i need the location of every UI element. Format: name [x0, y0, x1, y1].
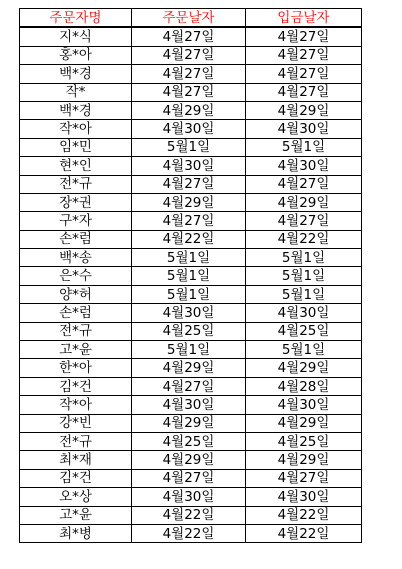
orderer-name-cell: 작*아	[20, 396, 132, 414]
table-row	[20, 193, 362, 211]
order-date-cell: 4월30일	[132, 120, 246, 138]
deposit-date-cell: 4월27일	[246, 46, 362, 64]
table-row	[20, 396, 362, 414]
orderer-name-cell: 손*럼	[20, 230, 132, 248]
order-date-cell: 4월27일	[132, 175, 246, 193]
deposit-date-cell: 4월30일	[246, 396, 362, 414]
deposit-date-cell: 5월1일	[246, 267, 362, 285]
orderer-name-cell: 홍*아	[20, 46, 132, 64]
order-date-cell: 4월27일	[132, 377, 246, 395]
table-row	[20, 469, 362, 487]
deposit-date-cell: 5월1일	[246, 249, 362, 267]
table-row	[20, 285, 362, 303]
deposit-date-cell: 5월1일	[246, 341, 362, 359]
order-date-cell: 4월22일	[132, 230, 246, 248]
order-date-cell: 5월1일	[132, 249, 246, 267]
orderer-name-cell: 고*윤	[20, 506, 132, 524]
deposit-date-cell: 4월25일	[246, 432, 362, 450]
table-body	[20, 27, 362, 542]
orderer-name-cell: 최*병	[20, 524, 132, 542]
order-date-cell: 4월25일	[132, 432, 246, 450]
order-date-cell: 4월27일	[132, 469, 246, 487]
order-date-cell: 4월22일	[132, 524, 246, 542]
order-date-cell: 4월29일	[132, 359, 246, 377]
table-row	[20, 432, 362, 450]
order-date-cell: 4월30일	[132, 488, 246, 506]
orderer-name-cell: 양*허	[20, 285, 132, 303]
orderer-name-cell: 강*빈	[20, 414, 132, 432]
table-row	[20, 157, 362, 175]
table-row	[20, 506, 362, 524]
table-row	[20, 138, 362, 156]
deposit-date-cell: 5월1일	[246, 138, 362, 156]
order-date-cell: 5월1일	[132, 267, 246, 285]
order-date-cell: 4월27일	[132, 83, 246, 101]
table-row	[20, 65, 362, 83]
deposit-date-cell: 4월29일	[246, 359, 362, 377]
deposit-date-cell: 4월28일	[246, 377, 362, 395]
orderer-name-cell: 지*식	[20, 27, 132, 46]
table-row	[20, 322, 362, 340]
table-row	[20, 120, 362, 138]
orderer-name-cell: 작*아	[20, 120, 132, 138]
table-row	[20, 488, 362, 506]
order-date-cell: 4월27일	[132, 65, 246, 83]
deposit-date-cell: 4월30일	[246, 304, 362, 322]
deposit-date-cell: 4월29일	[246, 414, 362, 432]
deposit-date-cell: 4월30일	[246, 120, 362, 138]
order-date-cell: 5월1일	[132, 285, 246, 303]
header-deposit-date: 입금날자	[246, 9, 362, 28]
orderer-name-cell: 임*민	[20, 138, 132, 156]
deposit-date-cell: 4월22일	[246, 524, 362, 542]
orderer-name-cell: 은*수	[20, 267, 132, 285]
table-row	[20, 267, 362, 285]
order-date-cell: 5월1일	[132, 341, 246, 359]
deposit-date-cell: 4월30일	[246, 157, 362, 175]
deposit-date-cell: 4월27일	[246, 27, 362, 46]
table-row	[20, 414, 362, 432]
order-date-cell: 4월25일	[132, 322, 246, 340]
orderer-name-cell: 전*규	[20, 432, 132, 450]
order-date-cell: 4월27일	[132, 27, 246, 46]
order-date-cell: 5월1일	[132, 138, 246, 156]
deposit-date-cell: 4월27일	[246, 469, 362, 487]
orderer-name-cell: 전*규	[20, 322, 132, 340]
order-date-cell: 4월29일	[132, 451, 246, 469]
table-row	[20, 83, 362, 101]
orderer-name-cell: 한*아	[20, 359, 132, 377]
table-row	[20, 230, 362, 248]
deposit-date-cell: 4월25일	[246, 322, 362, 340]
deposit-date-cell: 5월1일	[246, 285, 362, 303]
table-row	[20, 451, 362, 469]
deposit-date-cell: 4월27일	[246, 212, 362, 230]
table-row	[20, 212, 362, 230]
orderer-name-cell: 구*자	[20, 212, 132, 230]
header-order-date: 주문날자	[132, 9, 246, 28]
orderer-name-cell: 백*경	[20, 101, 132, 119]
deposit-date-cell: 4월22일	[246, 230, 362, 248]
header-orderer-name: 주문자명	[20, 9, 132, 28]
table-row	[20, 46, 362, 64]
table-row	[20, 249, 362, 267]
order-date-cell: 4월29일	[132, 414, 246, 432]
order-date-cell: 4월30일	[132, 304, 246, 322]
order-date-cell: 4월29일	[132, 101, 246, 119]
table-row	[20, 101, 362, 119]
order-date-cell: 4월27일	[132, 212, 246, 230]
table-row	[20, 377, 362, 395]
table-row	[20, 304, 362, 322]
orderer-name-cell: 백*송	[20, 249, 132, 267]
table-row	[20, 524, 362, 542]
orderer-name-cell: 고*윤	[20, 341, 132, 359]
deposit-date-cell: 4월22일	[246, 506, 362, 524]
deposit-date-cell: 4월29일	[246, 193, 362, 211]
orderer-name-cell: 오*상	[20, 488, 132, 506]
deposit-date-cell: 4월27일	[246, 65, 362, 83]
table-row	[20, 27, 362, 46]
deposit-date-cell: 4월29일	[246, 101, 362, 119]
header-row	[20, 9, 362, 28]
order-date-cell: 4월30일	[132, 157, 246, 175]
orderer-name-cell: 손*럼	[20, 304, 132, 322]
table-row	[20, 175, 362, 193]
orderer-name-cell: 전*규	[20, 175, 132, 193]
order-date-cell: 4월30일	[132, 396, 246, 414]
table-row	[20, 341, 362, 359]
orderer-name-cell: 현*인	[20, 157, 132, 175]
table-row	[20, 359, 362, 377]
order-date-cell: 4월22일	[132, 506, 246, 524]
orderer-name-cell: 백*경	[20, 65, 132, 83]
order-date-cell: 4월27일	[132, 46, 246, 64]
orderer-name-cell: 장*권	[20, 193, 132, 211]
orderer-name-cell: 김*건	[20, 377, 132, 395]
orderer-name-cell: 최*재	[20, 451, 132, 469]
deposit-date-cell: 4월30일	[246, 488, 362, 506]
deposit-date-cell: 4월29일	[246, 451, 362, 469]
deposit-date-cell: 4월27일	[246, 83, 362, 101]
order-table	[19, 8, 362, 543]
order-date-cell: 4월29일	[132, 193, 246, 211]
orderer-name-cell: 작*	[20, 83, 132, 101]
deposit-date-cell: 4월27일	[246, 175, 362, 193]
orderer-name-cell: 김*건	[20, 469, 132, 487]
